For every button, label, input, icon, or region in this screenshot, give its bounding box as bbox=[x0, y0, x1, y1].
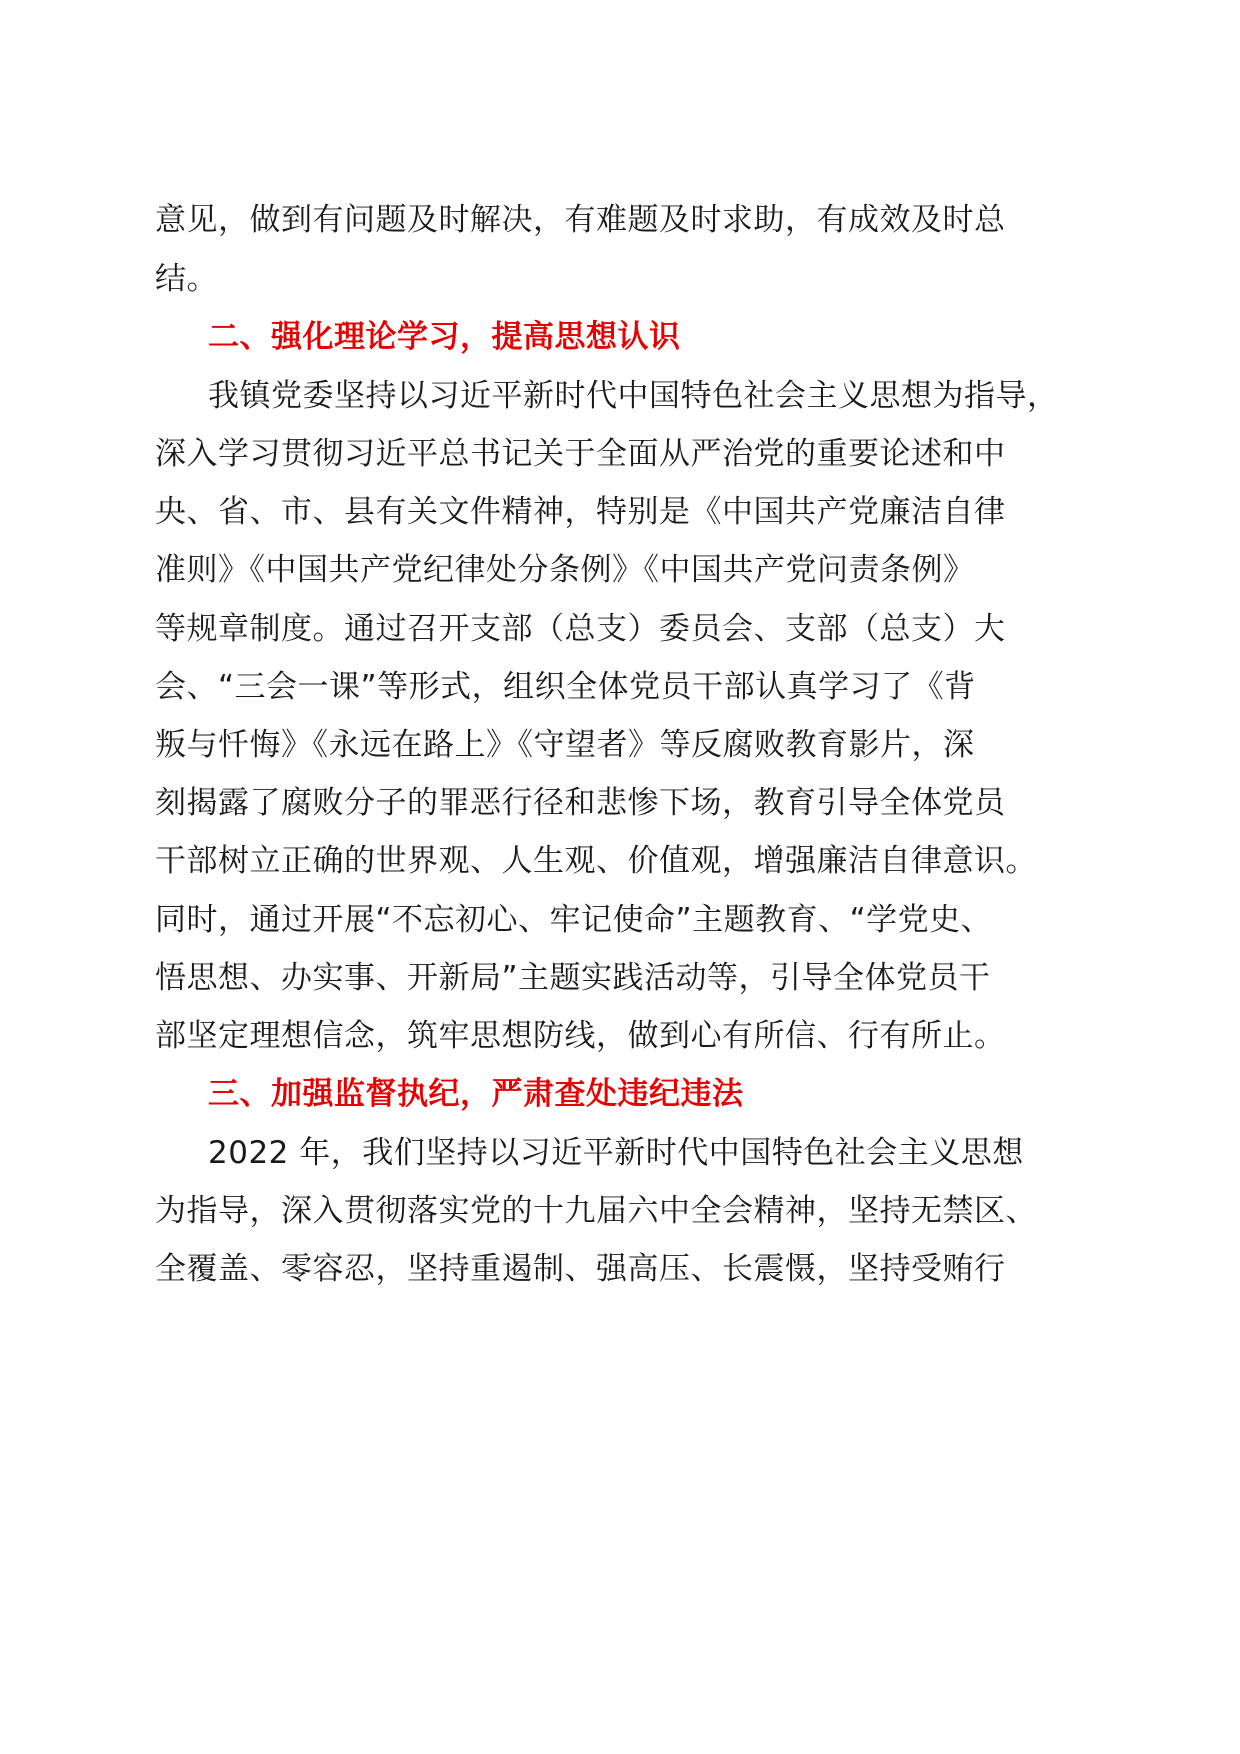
section-heading-3: 三、加强监督执纪，严肃查处违纪违法 bbox=[208, 1076, 744, 1112]
body-line: 全覆盖、零容忍，坚持重遏制、强高压、长震慑，坚持受贿行 bbox=[155, 1251, 1006, 1287]
body-line: 部坚定理想信念，筑牢思想防线，做到心有所信、行有所止。 bbox=[155, 1018, 1006, 1054]
body-line: 准则》《中国共产党纪律处分条例》《中国共产党问责条例》 bbox=[155, 552, 975, 588]
body-line: 同时，通过开展“不忘初心、牢记使命”主题教育、“学党史、 bbox=[155, 902, 993, 938]
body-line: 2022 年，我们坚持以习近平新时代中国特色社会主义思想 bbox=[208, 1135, 1024, 1171]
body-line: 悟思想、办实事、开新局”主题实践活动等，引导全体党员干 bbox=[155, 960, 991, 996]
body-line: 会、“三会一课”等形式，组织全体党员干部认真学习了《背 bbox=[155, 669, 976, 705]
body-line: 我镇党委坚持以习近平新时代中国特色社会主义思想为指导， bbox=[208, 378, 1059, 414]
body-line: 为指导，深入贯彻落实党的十九届六中全会精神，坚持无禁区、 bbox=[155, 1193, 1037, 1229]
body-line: 干部树立正确的世界观、人生观、价值观，增强廉洁自律意识。 bbox=[155, 843, 1037, 879]
section-heading-2: 二、强化理论学习，提高思想认识 bbox=[208, 319, 681, 355]
body-line: 央、省、市、县有关文件精神，特别是《中国共产党廉洁自律 bbox=[155, 494, 1006, 530]
body-line: 深入学习贯彻习近平总书记关于全面从严治党的重要论述和中 bbox=[155, 436, 1006, 472]
body-line: 意见，做到有问题及时解决，有难题及时求助，有成效及时总 bbox=[155, 202, 1006, 238]
body-line: 叛与忏悔》《永远在路上》《守望者》等反腐败教育影片，深 bbox=[155, 727, 975, 763]
body-line: 刻揭露了腐败分子的罪恶行径和悲惨下场，教育引导全体党员 bbox=[155, 785, 1006, 821]
body-line: 结。 bbox=[155, 261, 218, 297]
body-line: 等规章制度。通过召开支部（总支）委员会、支部（总支）大 bbox=[155, 611, 1006, 647]
